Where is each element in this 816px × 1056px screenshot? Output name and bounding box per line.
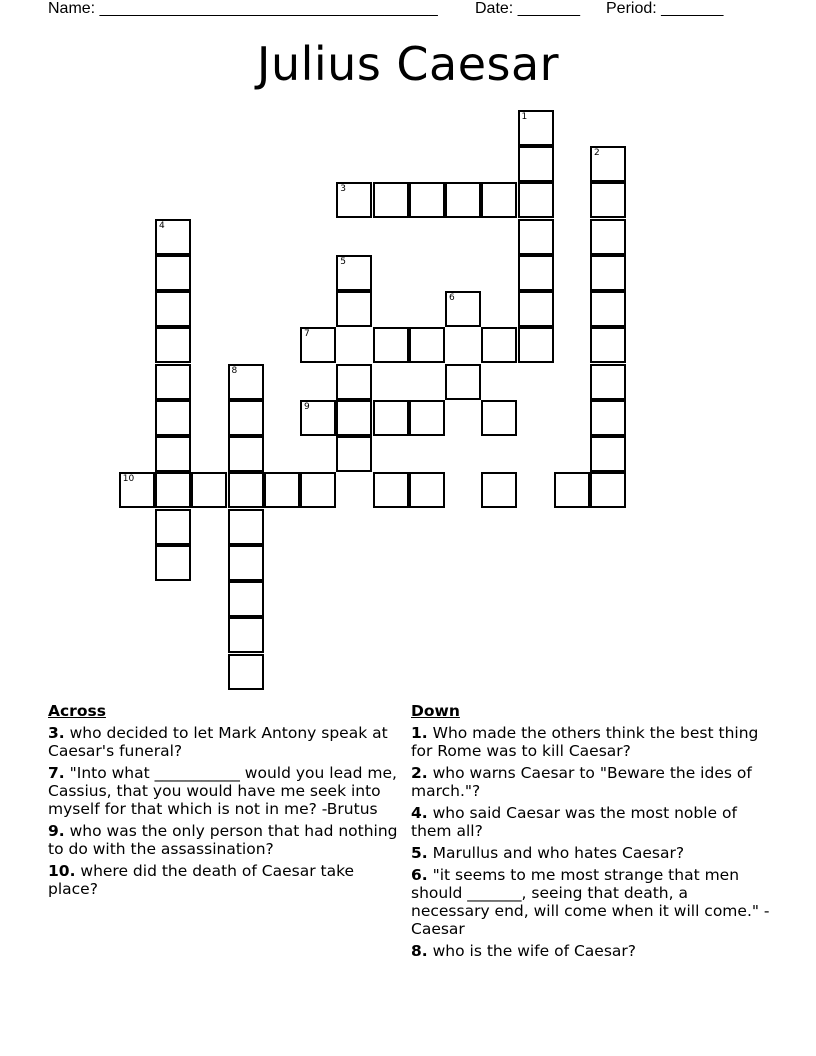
grid-cell[interactable] <box>336 182 372 218</box>
grid-cell[interactable] <box>155 400 191 436</box>
clue-down-4 <box>411 804 771 840</box>
clue-text: Marullus and who hates Caesar? <box>427 844 685 862</box>
grid-cell[interactable] <box>373 182 409 218</box>
grid-cell[interactable] <box>409 400 445 436</box>
grid-cell[interactable] <box>336 291 372 327</box>
grid-cell[interactable] <box>336 255 372 291</box>
clue-text: who was the only person that had nothing to do with the assassination? <box>48 822 398 858</box>
clue-down-1 <box>411 724 771 760</box>
grid-cell[interactable] <box>409 182 445 218</box>
grid-cell[interactable] <box>155 327 191 363</box>
clue-across-9 <box>48 822 408 858</box>
grid-cell[interactable] <box>373 472 409 508</box>
grid-cell[interactable] <box>445 291 481 327</box>
grid-cell[interactable] <box>155 364 191 400</box>
grid-cell[interactable] <box>300 400 336 436</box>
grid-cell[interactable] <box>481 327 517 363</box>
clue-number-label: 7 <box>304 329 310 340</box>
grid-cell[interactable] <box>590 400 626 436</box>
grid-cell[interactable] <box>155 291 191 327</box>
clue-number: 2. <box>411 764 428 782</box>
grid-cell[interactable] <box>590 291 626 327</box>
clue-number-label: 10 <box>122 474 135 485</box>
grid-cell[interactable] <box>228 581 264 617</box>
grid-cell[interactable] <box>481 472 517 508</box>
page-title: Julius Caesar <box>256 37 560 91</box>
clue-number-label: 3 <box>340 184 346 195</box>
clue-across-10 <box>48 862 408 898</box>
clue-down-2 <box>411 764 771 800</box>
grid-cell[interactable] <box>228 617 264 653</box>
grid-cell[interactable] <box>518 327 554 363</box>
grid-cell[interactable] <box>228 654 264 690</box>
down-heading: Down <box>411 702 460 720</box>
clue-number: 1. <box>411 724 428 742</box>
clue-across-7 <box>48 764 408 818</box>
grid-cell[interactable] <box>264 472 300 508</box>
grid-cell[interactable] <box>590 472 626 508</box>
grid-cell[interactable] <box>336 436 372 472</box>
down-clues <box>411 702 771 964</box>
grid-cell[interactable] <box>590 364 626 400</box>
grid-cell[interactable] <box>155 545 191 581</box>
grid-cell[interactable] <box>336 364 372 400</box>
date-field[interactable]: Date: _______ <box>475 0 580 17</box>
grid-cell[interactable] <box>518 182 554 218</box>
grid-cell[interactable] <box>590 146 626 182</box>
clue-down-6 <box>411 866 771 938</box>
grid-cell[interactable] <box>481 400 517 436</box>
clue-across-3 <box>48 724 408 760</box>
grid-cell[interactable] <box>590 436 626 472</box>
grid-cell[interactable] <box>228 545 264 581</box>
grid-cell[interactable] <box>228 364 264 400</box>
grid-cell[interactable] <box>191 472 227 508</box>
grid-cell[interactable] <box>300 327 336 363</box>
grid-cell[interactable] <box>409 472 445 508</box>
grid-cell[interactable] <box>590 219 626 255</box>
grid-cell[interactable] <box>409 327 445 363</box>
grid-cell[interactable] <box>119 472 155 508</box>
clue-text: where did the death of Caesar take place? <box>48 862 355 898</box>
grid-cell[interactable] <box>228 472 264 508</box>
clue-number: 5. <box>411 844 428 862</box>
clue-text: Who made the others think the best thing for Rome was to kill Caesar? <box>411 724 759 760</box>
clue-down-8 <box>411 942 771 960</box>
clue-number-label: 6 <box>449 293 455 303</box>
clue-number: 7. <box>48 764 65 782</box>
clue-number: 9. <box>48 822 65 840</box>
clue-number-label: 4 <box>159 220 165 231</box>
grid-cell[interactable] <box>300 472 336 508</box>
clue-number-label: 1 <box>521 111 528 122</box>
grid-cell[interactable] <box>445 182 481 218</box>
grid-cell[interactable] <box>554 472 590 508</box>
clue-number: 4. <box>411 804 428 822</box>
name-field[interactable]: Name: ______________________________________ <box>48 0 438 17</box>
grid-cell[interactable] <box>590 327 626 363</box>
grid-cell[interactable] <box>155 255 191 291</box>
clue-text: who said Caesar was the most noble of them all? <box>411 804 737 840</box>
grid-cell[interactable] <box>373 327 409 363</box>
clue-text: "Into what ___________ would you lead me, Cassius, that you would have me seek into myself for that which is not in me? -Brutus <box>48 764 397 818</box>
grid-cell[interactable] <box>228 400 264 436</box>
clue-text: who is the wife of Caesar? <box>427 942 636 960</box>
grid-cell[interactable] <box>481 182 517 218</box>
grid-cell[interactable] <box>373 400 409 436</box>
grid-cell[interactable] <box>590 182 626 218</box>
period-field[interactable]: Period: _______ <box>606 0 724 17</box>
clue-number-label: 5 <box>340 256 346 267</box>
clue-number: 8. <box>411 942 428 960</box>
across-clues <box>48 702 408 902</box>
grid-cell[interactable] <box>518 146 554 182</box>
clue-down-5 <box>411 844 771 862</box>
grid-cell[interactable] <box>155 472 191 508</box>
grid-cell[interactable] <box>590 255 626 291</box>
grid-cell[interactable] <box>155 219 191 255</box>
grid-cell[interactable] <box>518 219 554 255</box>
clue-text: who decided to let Mark Antony speak at Caesar's funeral? <box>48 724 388 760</box>
clue-number: 10. <box>48 862 76 880</box>
grid-cell[interactable] <box>228 436 264 472</box>
across-heading: Across <box>48 702 106 720</box>
grid-cell[interactable] <box>518 255 554 291</box>
clue-number-label: 9 <box>304 401 310 412</box>
grid-cell[interactable] <box>518 110 554 146</box>
grid-cell[interactable] <box>155 509 191 545</box>
clue-text: "it seems to me most strange that men should _______, seeing that death, a necessary end, will come when it will come." -Caesar <box>411 866 770 938</box>
clue-text: who warns Caesar to "Beware the ides of march."? <box>411 764 752 800</box>
clue-number-label: 2 <box>594 148 600 158</box>
grid-cell[interactable] <box>445 364 481 400</box>
clue-number: 6. <box>411 866 428 884</box>
grid-cell[interactable] <box>336 400 372 436</box>
clue-number: 3. <box>48 724 65 742</box>
grid-cell[interactable] <box>228 509 264 545</box>
grid-cell[interactable] <box>155 436 191 472</box>
grid-cell[interactable] <box>518 291 554 327</box>
clue-number-label: 8 <box>231 365 238 376</box>
